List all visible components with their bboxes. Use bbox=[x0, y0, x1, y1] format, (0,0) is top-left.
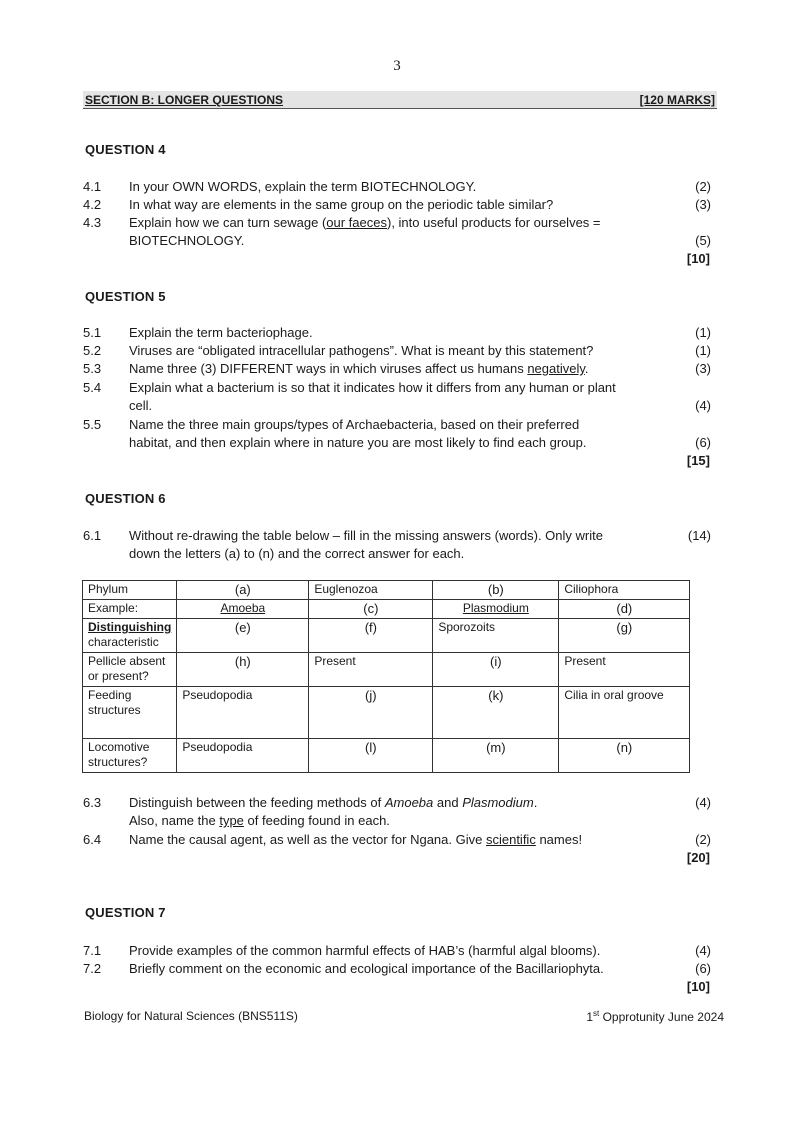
underlined-text: type bbox=[219, 813, 244, 828]
table-cell: (e) bbox=[177, 619, 309, 653]
question-5-total: [15] bbox=[686, 453, 710, 468]
table-row bbox=[83, 687, 690, 739]
item-text: Name the three main groups/types of Archaebacteria, based on their preferred habitat, and then explain where in nature you are most likely to find each group. bbox=[129, 417, 587, 450]
table-cell: Example: bbox=[83, 600, 177, 619]
item-number: 5.5 bbox=[83, 417, 102, 432]
item-text: Name the causal agent, as well as the vector for Ngana. Give scientific names! bbox=[129, 832, 583, 847]
table-row bbox=[83, 600, 690, 619]
table-cell: Present bbox=[559, 653, 690, 687]
table-cell: Ciliophora bbox=[559, 581, 690, 600]
table-cell: Euglenozoa bbox=[309, 581, 433, 600]
item-number: 5.2 bbox=[83, 343, 102, 358]
item-text: Explain what a bacterium is so that it indicates how it differs from any human or plant cell. bbox=[129, 380, 616, 413]
table-cell: (i) bbox=[433, 653, 559, 687]
item-text: Distinguish between the feeding methods of Amoeba and Plasmodium. Also, name the type of feeding found in each. bbox=[129, 795, 538, 828]
table-cell: (c) bbox=[309, 600, 433, 619]
item-text: In what way are elements in the same group on the periodic table similar? bbox=[129, 197, 554, 212]
section-title: SECTION B: LONGER QUESTIONS bbox=[85, 93, 284, 107]
item-number: 4.2 bbox=[83, 197, 102, 212]
item-marks: (3) bbox=[695, 361, 711, 376]
item-text: Provide examples of the common harmful effects of HAB’s (harmful algal blooms). bbox=[129, 943, 601, 958]
table-cell: Locomotive structures? bbox=[83, 739, 177, 773]
question-item bbox=[83, 360, 711, 378]
item-number: 6.1 bbox=[83, 528, 102, 543]
item-marks: (4) bbox=[695, 943, 711, 958]
table-cell: Pellicle absent or present? bbox=[83, 653, 177, 687]
footer-exam-date: 1st Opprotunity June 2024 bbox=[586, 1009, 724, 1024]
table-cell: (b) bbox=[433, 581, 559, 600]
question-7-total: [10] bbox=[686, 979, 710, 994]
item-marks: (2) bbox=[695, 832, 711, 847]
question-7-heading: QUESTION 7 bbox=[85, 905, 166, 920]
question-item bbox=[83, 214, 711, 250]
question-item bbox=[83, 178, 711, 196]
item-marks: (1) bbox=[695, 343, 711, 358]
item-number: 7.2 bbox=[83, 961, 102, 976]
question-item bbox=[83, 379, 711, 415]
table-cell: Sporozoits bbox=[433, 619, 559, 653]
item-number: 5.3 bbox=[83, 361, 102, 376]
table-cell: (g) bbox=[559, 619, 690, 653]
item-text: Name three (3) DIFFERENT ways in which viruses affect us humans negatively. bbox=[129, 361, 589, 376]
item-number: 5.1 bbox=[83, 325, 102, 340]
question-4-total: [10] bbox=[686, 251, 710, 266]
question-item bbox=[83, 942, 711, 960]
table-row bbox=[83, 619, 690, 653]
table-cell: (d) bbox=[559, 600, 690, 619]
question-item bbox=[83, 416, 711, 452]
table-cell: Pseudopodia bbox=[177, 687, 309, 739]
item-number: 6.3 bbox=[83, 795, 102, 810]
table-row bbox=[83, 739, 690, 773]
question-item bbox=[83, 960, 711, 978]
page-number: 3 bbox=[393, 58, 401, 74]
table-cell: (l) bbox=[309, 739, 433, 773]
section-marks: [120 MARKS] bbox=[639, 93, 715, 107]
item-marks: (3) bbox=[695, 197, 711, 212]
item-marks: (1) bbox=[695, 325, 711, 340]
question-4-heading: QUESTION 4 bbox=[85, 142, 166, 157]
underlined-text: negatively bbox=[527, 361, 585, 376]
item-number: 5.4 bbox=[83, 380, 102, 395]
table-cell: Cilia in oral groove bbox=[559, 687, 690, 739]
table-cell: (j) bbox=[309, 687, 433, 739]
question-item bbox=[83, 324, 711, 342]
item-marks: (4) bbox=[695, 398, 711, 413]
item-text: In your OWN WORDS, explain the term BIOTECHNOLOGY. bbox=[129, 179, 477, 194]
question-item bbox=[83, 527, 711, 563]
item-marks: (2) bbox=[695, 179, 711, 194]
item-text: Viruses are “obligated intracellular pathogens”. What is meant by this statement? bbox=[129, 343, 594, 358]
table-cell: Pseudopodia bbox=[177, 739, 309, 773]
underlined-text: our faeces bbox=[326, 215, 387, 230]
table-cell: Phylum bbox=[83, 581, 177, 600]
table-cell: Amoeba bbox=[177, 600, 309, 619]
question-item bbox=[83, 831, 711, 849]
table-cell: (f) bbox=[309, 619, 433, 653]
table-cell: Plasmodium bbox=[433, 600, 559, 619]
question-5-heading: QUESTION 5 bbox=[85, 289, 166, 304]
question-item bbox=[83, 794, 711, 830]
item-number: 4.1 bbox=[83, 179, 102, 194]
footer-course: Biology for Natural Sciences (BNS511S) bbox=[84, 1009, 298, 1023]
question-6-heading: QUESTION 6 bbox=[85, 491, 166, 506]
item-text: Without re-drawing the table below – fill in the missing answers (words). Only write down the letters (a) to (n) and the correct answer for each. bbox=[129, 528, 603, 561]
item-text: Briefly comment on the economic and ecological importance of the Bacillariophyta. bbox=[129, 961, 604, 976]
table-row bbox=[83, 653, 690, 687]
table-cell: (k) bbox=[433, 687, 559, 739]
item-marks: (4) bbox=[695, 795, 711, 810]
question-6-total: [20] bbox=[686, 850, 710, 865]
item-marks: (5) bbox=[695, 233, 711, 248]
table-cell: (m) bbox=[433, 739, 559, 773]
table-cell: (h) bbox=[177, 653, 309, 687]
item-marks: (14) bbox=[687, 528, 711, 543]
table-cell: (n) bbox=[559, 739, 690, 773]
protist-table bbox=[82, 580, 690, 773]
table-cell: Feeding structures bbox=[83, 687, 177, 739]
item-marks: (6) bbox=[695, 961, 711, 976]
table-cell: (a) bbox=[177, 581, 309, 600]
item-text: Explain how we can turn sewage (our faeces), into useful products for ourselves = BIOTECHNOLOGY. bbox=[129, 215, 601, 248]
item-marks: (6) bbox=[695, 435, 711, 450]
question-item bbox=[83, 342, 711, 360]
table-row bbox=[83, 581, 690, 600]
table-cell: Present bbox=[309, 653, 433, 687]
item-number: 7.1 bbox=[83, 943, 102, 958]
question-item bbox=[83, 196, 711, 214]
item-number: 6.4 bbox=[83, 832, 102, 847]
item-number: 4.3 bbox=[83, 215, 102, 230]
underlined-text: scientific bbox=[485, 832, 536, 847]
table-cell: Distinguishing characteristic bbox=[83, 619, 177, 653]
item-text: Explain the term bacteriophage. bbox=[129, 325, 313, 340]
